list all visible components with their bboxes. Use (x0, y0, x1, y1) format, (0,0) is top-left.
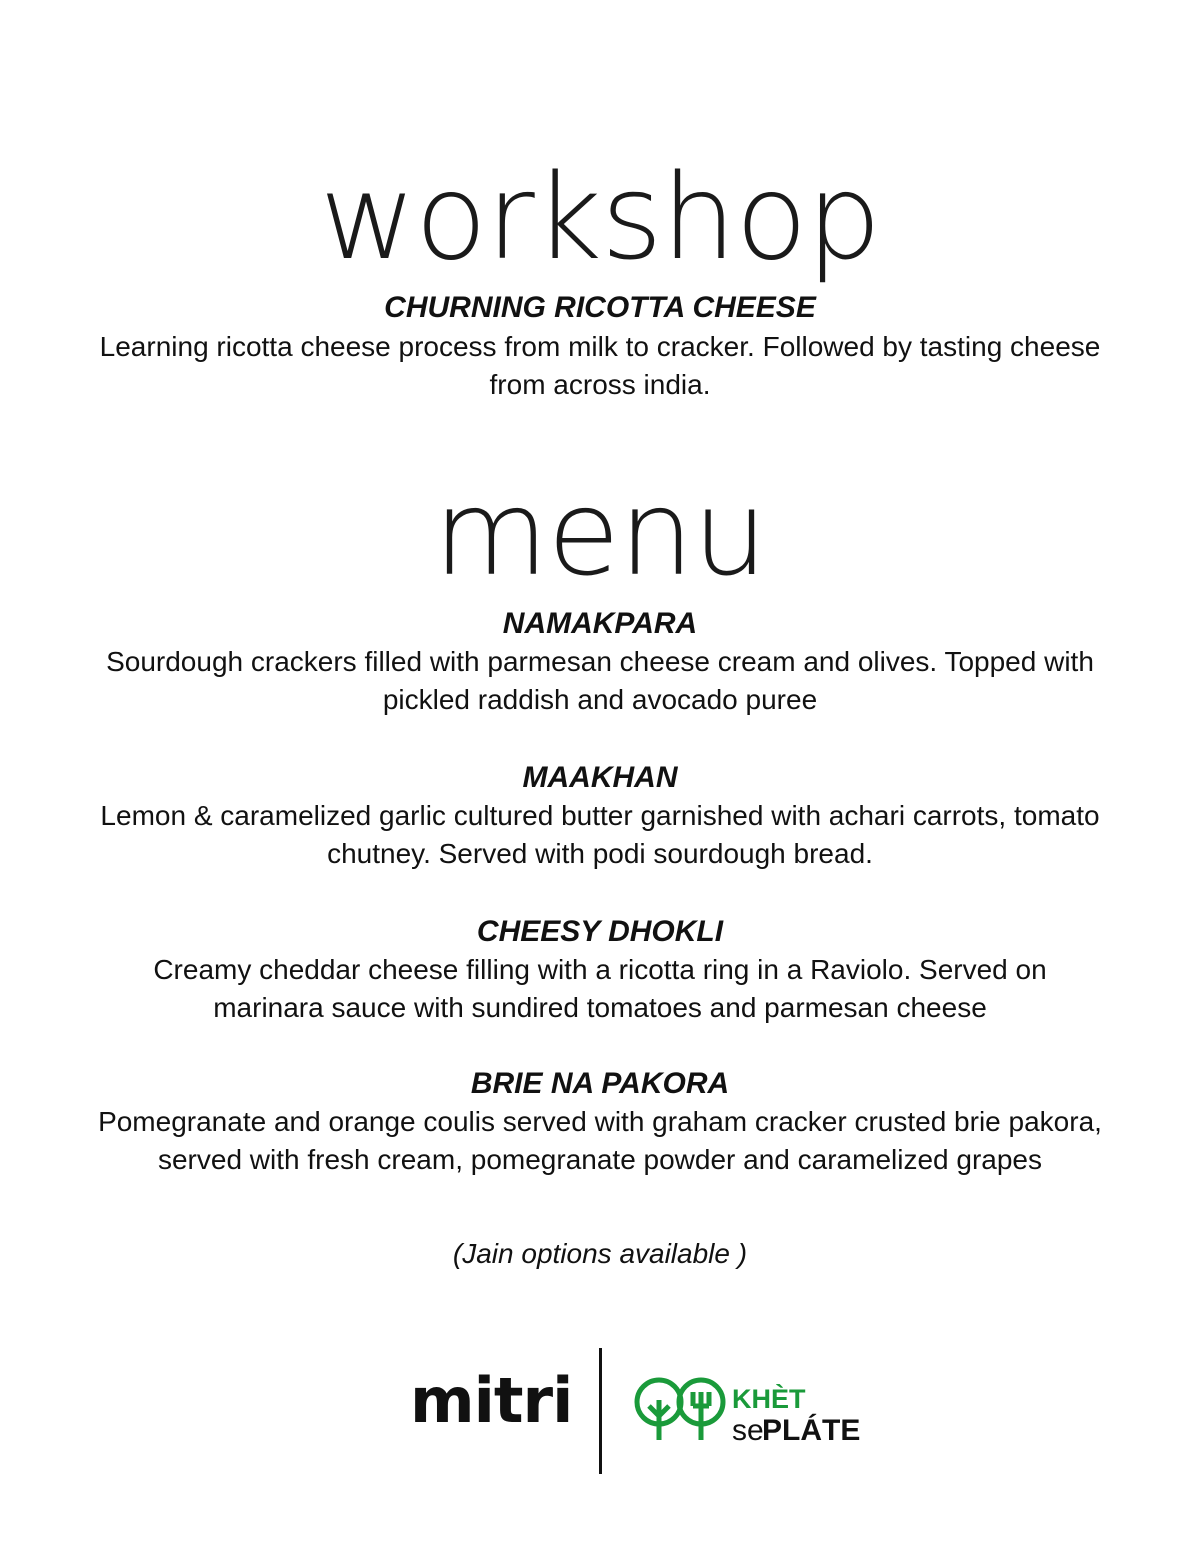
fork-icon (679, 1380, 723, 1440)
footer-divider (599, 1348, 602, 1474)
plate-text: PLÁTE (762, 1414, 861, 1447)
khet-se-plate-logo (632, 1370, 882, 1450)
footer-logos (0, 1340, 1200, 1480)
se-text: se (732, 1414, 764, 1447)
mitri-logo-text: mitri (410, 1364, 573, 1437)
menu-item-description: Creamy cheddar cheese filling with a ricotta ring in a Raviolo. Served on marinara sauce with sundired tomatoes and parmesan cheese (153, 954, 1047, 1023)
menu-item-name: MAAKHAN (522, 761, 678, 794)
jain-options-note: (Jain options available ) (452, 1238, 748, 1269)
mitri-logo (405, 1360, 575, 1440)
menu-item-name: BRIE NA PAKORA (470, 1067, 730, 1100)
menu-item-description: Lemon & caramelized garlic cultured butter garnished with achari carrots, tomato chutney. Served with podi sourdough bread. (100, 800, 1100, 869)
menu-item-name: CHEESY DHOKLI (476, 915, 724, 948)
tree-icon (637, 1380, 681, 1440)
workshop-heading: CHURNING RICOTTA CHEESE (384, 291, 816, 324)
menu-item-description: Sourdough crackers filled with parmesan cheese cream and olives. Topped with pickled raddish and avocado puree (106, 646, 1094, 715)
workshop-description: Learning ricotta cheese process from milk to cracker. Followed by tasting cheese from across india. (99, 331, 1101, 400)
menu-item-name: NAMAKPARA (502, 607, 698, 640)
menu-item-description: Pomegranate and orange coulis served with graham cracker crusted brie pakora, served with fresh cream, pomegranate powder and caramelized grapes (98, 1106, 1102, 1175)
khet-text: KHÈT (732, 1384, 806, 1414)
menu-title: menu (433, 464, 767, 602)
workshop-title: workshop (319, 148, 881, 286)
